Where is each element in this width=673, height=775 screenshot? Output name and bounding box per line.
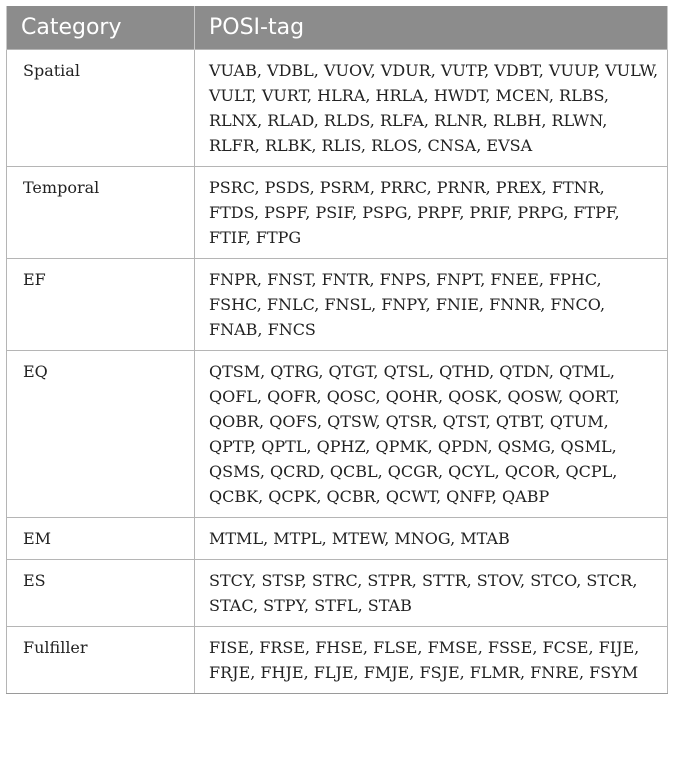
tags-cell: STCY, STSP, STRC, STPR, STTR, STOV, STCO, STCR, STAC, STPY, STFL, STAB xyxy=(195,560,668,627)
category-cell: EQ xyxy=(7,351,195,518)
posi-tag-table-container xyxy=(6,6,667,694)
table-body xyxy=(7,50,668,694)
category-cell: Fulfiller xyxy=(7,627,195,694)
header-row xyxy=(7,6,668,50)
header-posi-tag: POSI-tag xyxy=(195,6,668,50)
table-row xyxy=(7,627,668,694)
table-row xyxy=(7,560,668,627)
posi-tag-table xyxy=(6,6,668,694)
table-row xyxy=(7,167,668,259)
table-row xyxy=(7,259,668,351)
table-row xyxy=(7,351,668,518)
category-cell: ES xyxy=(7,560,195,627)
tags-cell: QTSM, QTRG, QTGT, QTSL, QTHD, QTDN, QTML, QOFL, QOFR, QOSC, QOHR, QOSK, QOSW, QORT, QOBR, QOFS, QTSW, QTSR, QTST, QTBT, QTUM, QPTP, QPTL, QPHZ, QPMK, QPDN, QSMG, QSML, QSMS, QCRD, QCBL, QCGR, QCYL, QCOR, QCPL, QCBK, QCPK, QCBR, QCWT, QNFP, QABP xyxy=(195,351,668,518)
category-cell: Temporal xyxy=(7,167,195,259)
tags-cell: PSRC, PSDS, PSRM, PRRC, PRNR, PREX, FTNR, FTDS, PSPF, PSIF, PSPG, PRPF, PRIF, PRPG, FTPF, FTIF, FTPG xyxy=(195,167,668,259)
tags-cell: FNPR, FNST, FNTR, FNPS, FNPT, FNEE, FPHC, FSHC, FNLC, FNSL, FNPY, FNIE, FNNR, FNCO, FNAB, FNCS xyxy=(195,259,668,351)
header-category: Category xyxy=(7,6,195,50)
table-row xyxy=(7,50,668,167)
category-cell: Spatial xyxy=(7,50,195,167)
table-header xyxy=(7,6,668,50)
table-row xyxy=(7,518,668,560)
tags-cell: FISE, FRSE, FHSE, FLSE, FMSE, FSSE, FCSE, FIJE, FRJE, FHJE, FLJE, FMJE, FSJE, FLMR, FNRE, FSYM xyxy=(195,627,668,694)
tags-cell: VUAB, VDBL, VUOV, VDUR, VUTP, VDBT, VUUP, VULW, VULT, VURT, HLRA, HRLA, HWDT, MCEN, RLBS, RLNX, RLAD, RLDS, RLFA, RLNR, RLBH, RLWN, RLFR, RLBK, RLIS, RLOS, CNSA, EVSA xyxy=(195,50,668,167)
category-cell: EF xyxy=(7,259,195,351)
category-cell: EM xyxy=(7,518,195,560)
tags-cell: MTML, MTPL, MTEW, MNOG, MTAB xyxy=(195,518,668,560)
